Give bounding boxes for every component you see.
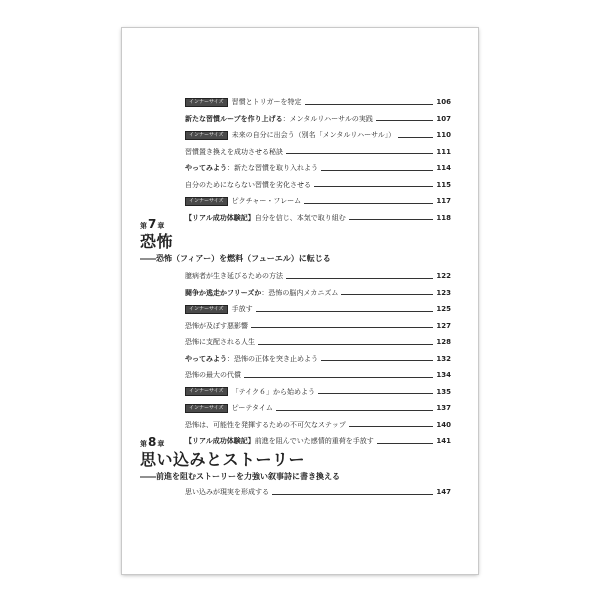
page-number: 114	[436, 164, 451, 173]
toc-entry: 闘争か逃走かフリーズか：恐怖の脳内メカニズム 123	[185, 288, 451, 297]
toc-entry: インナーサイズ ピーテタイム 137	[185, 400, 451, 417]
toc-entry: 恐怖は、可能性を発揮するための不可欠なステップ 140	[185, 420, 451, 429]
page-number: 128	[436, 338, 451, 347]
toc-entry: インナーサイズ 未来の自分に出会う（別名「メンタルリハーサル」） 110	[185, 127, 451, 144]
page-number: 123	[436, 288, 451, 297]
page-number: 137	[436, 404, 451, 413]
chapter-title: 恐怖	[140, 232, 174, 251]
book-page	[122, 28, 478, 574]
chapter-subtitle: ――前進を阻むストーリーを力強い叙事詩に書き換える	[140, 472, 340, 481]
toc-entry: 思い込みが現実を形成する 147	[185, 488, 451, 497]
toc-entry: 自分のためにならない習慣を劣化させる 115	[185, 180, 451, 189]
chapter-label: 第7章	[140, 217, 165, 231]
page-number: 132	[436, 354, 451, 363]
toc-entry: やってみよう：新たな習慣を取り入れよう 114	[185, 164, 451, 173]
toc-entry: 臆病者が生き延びるための方法 122	[185, 272, 451, 281]
page-number: 122	[436, 272, 451, 281]
toc-chapter-8	[185, 484, 451, 501]
innersize-tag: インナーサイズ	[185, 98, 228, 107]
toc-entry: 恐怖が及ぼす悪影響 127	[185, 321, 451, 330]
toc-entry: 【リアル成功体験記】自分を信じ、本気で取り組む 118	[185, 213, 451, 222]
page-number: 107	[436, 114, 451, 123]
page-number: 115	[436, 180, 451, 189]
page-number: 147	[436, 488, 451, 497]
toc-entry: 恐怖の最大の代償 134	[185, 371, 451, 380]
toc-chapter-7	[185, 268, 451, 450]
toc-entry: 新たな習慣ループを作り上げる：メンタルリハーサルの実践 107	[185, 114, 451, 123]
toc-entry: 【リアル成功体験記】前進を阻んでいた感情的重荷を手放す 141	[185, 437, 451, 446]
chapter-subtitle: ――恐怖（フィアー）を燃料（フューエル）に転じる	[140, 254, 331, 263]
chapter-label: 第8章	[140, 435, 165, 449]
toc-entry: インナーサイズ 「テイク６」から始めよう 135	[185, 384, 451, 401]
innersize-tag: インナーサイズ	[185, 197, 228, 206]
chapter-title: 思い込みとストーリー	[140, 450, 306, 469]
page-number: 140	[436, 420, 451, 429]
page-number: 141	[436, 437, 451, 446]
page-number: 134	[436, 371, 451, 380]
page-number: 106	[436, 98, 451, 107]
innersize-tag: インナーサイズ	[185, 131, 228, 140]
page-number: 111	[436, 147, 451, 156]
chapter-7-heading	[140, 218, 331, 266]
toc-entry: 習慣置き換えを成功させる秘訣 111	[185, 147, 451, 156]
toc-entry: やってみよう：恐怖の正体を突き止めよう 132	[185, 354, 451, 363]
toc-entry: インナーサイズ 習慣とトリガーを特定 106	[185, 94, 451, 111]
innersize-tag: インナーサイズ	[185, 305, 228, 314]
innersize-tag: インナーサイズ	[185, 404, 228, 413]
page-number: 127	[436, 321, 451, 330]
page-number: 117	[436, 197, 451, 206]
toc-entry: 恐怖に支配される人生 128	[185, 338, 451, 347]
page-number: 135	[436, 387, 451, 396]
page-number: 118	[436, 213, 451, 222]
chapter-8-heading	[140, 436, 340, 484]
toc-entry: インナーサイズ 手放す 125	[185, 301, 451, 318]
page-number: 110	[436, 131, 451, 140]
page-number: 125	[436, 305, 451, 314]
toc-entry: インナーサイズ ピクチャー・フレーム 117	[185, 193, 451, 210]
innersize-tag: インナーサイズ	[185, 387, 228, 396]
toc-section-a	[185, 94, 451, 226]
